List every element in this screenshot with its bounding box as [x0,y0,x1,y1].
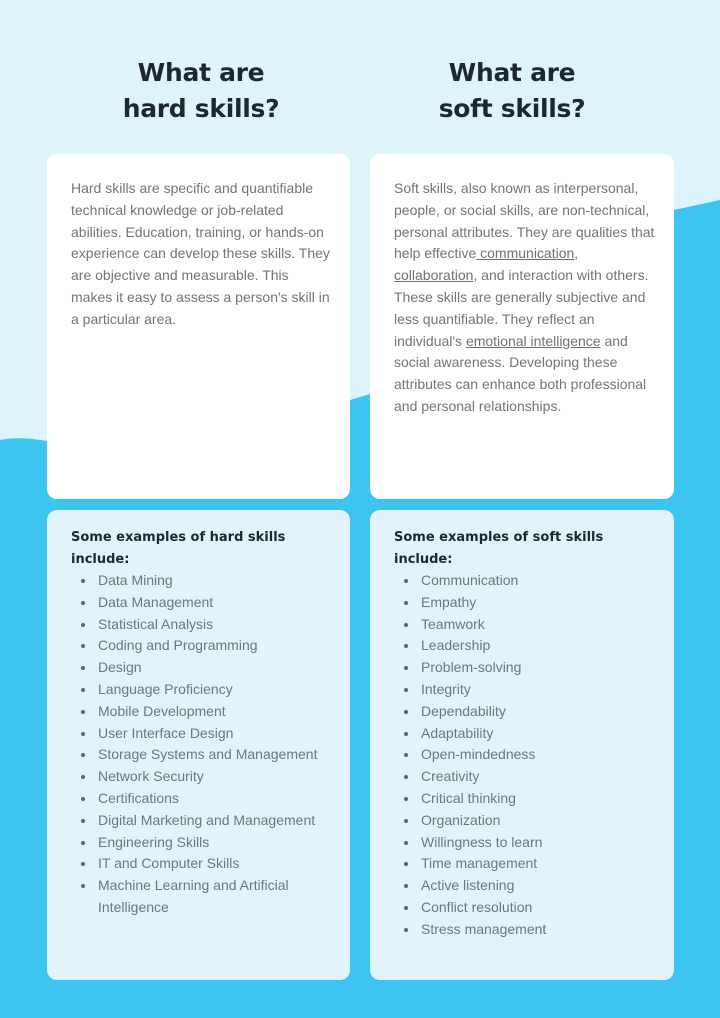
hard-skills-description: Hard skills are specific and quantifiable technical knowledge or job-related abilities. Education, training, or hands-on experience can develop these skills. They are objective and measurable. This makes it easy to assess a person's skill in a particular area. [71,180,330,327]
bullet-icon [81,732,85,736]
soft-desc-text-2: , [574,245,579,262]
soft-heading-line2: soft skills? [438,94,586,123]
bullet-icon [81,688,85,692]
bullet-icon [404,841,408,845]
list-item: Language Proficiency [71,679,332,701]
list-item: Machine Learning and Artificial Intelligence [71,875,332,919]
bullet-icon [404,797,408,801]
list-item: Design [71,657,332,679]
bullet-icon [81,666,85,670]
bullet-icon [81,579,85,583]
bullet-icon [404,732,408,736]
bullet-icon [404,775,408,779]
hard-skills-list-title: Some examples of hard skills include: [71,530,286,567]
soft-desc-text-4: and social awareness. Developing these attributes can enhance both professional and personal relationships. [394,332,647,414]
list-item: Adaptability [394,723,656,745]
list-item: Digital Marketing and Management [71,810,332,832]
hard-skills-list [71,570,332,919]
list-item: Mobile Development [71,701,332,723]
bullet-icon [404,753,408,757]
hard-heading-line1: What are [137,58,265,87]
list-item: Integrity [394,679,656,701]
list-item: Statistical Analysis [71,614,332,636]
hard-skills-description-card [47,154,350,499]
bullet-icon [81,601,85,605]
bullet-icon [81,862,85,866]
bullet-icon [404,906,408,910]
list-item: Teamwork [394,614,656,636]
bullet-icon [404,579,408,583]
soft-skills-examples-card [370,510,674,980]
bullet-icon [404,623,408,627]
bullet-icon [81,797,85,801]
bullet-icon [81,841,85,845]
list-item: Creativity [394,766,656,788]
soft-desc-text-1: Soft skills, also known as interpersonal, people, or social skills, are non-technical, personal attributes. They are qualities that help effective [394,180,655,262]
list-item: Leadership [394,635,656,657]
bullet-icon [404,601,408,605]
hard-skills-heading [41,55,361,127]
list-item: Network Security [71,766,332,788]
bullet-icon [81,884,85,888]
list-item: Critical thinking [394,788,656,810]
bullet-icon [404,884,408,888]
list-item: Organization [394,810,656,832]
bullet-icon [81,819,85,823]
soft-skills-heading [352,55,672,127]
list-item: Dependability [394,701,656,723]
list-item: Open-mindedness [394,744,656,766]
bullet-icon [404,644,408,648]
list-item: Storage Systems and Management [71,744,332,766]
list-item: Willingness to learn [394,832,656,854]
emotional-intelligence-link[interactable]: emotional intelligence [465,332,601,349]
list-item: IT and Computer Skills [71,853,332,875]
list-item: Certifications [71,788,332,810]
bullet-icon [404,819,408,823]
list-item: Conflict resolution [394,897,656,919]
list-item: Problem-solving [394,657,656,679]
bullet-icon [81,710,85,714]
bullet-icon [404,710,408,714]
collaboration-link[interactable]: collaboration [394,267,474,284]
bullet-icon [81,623,85,627]
soft-skills-list [394,570,656,941]
bullet-icon [404,666,408,670]
soft-skills-list-title: Some examples of soft skills include: [394,530,604,567]
bullet-icon [81,753,85,757]
list-item: Active listening [394,875,656,897]
bullet-icon [81,775,85,779]
bullet-icon [81,644,85,648]
list-item: Engineering Skills [71,832,332,854]
list-item: User Interface Design [71,723,332,745]
bullet-icon [404,688,408,692]
bullet-icon [404,928,408,932]
list-item: Time management [394,853,656,875]
hard-heading-line2: hard skills? [122,94,280,123]
soft-skills-description-card [370,154,674,499]
soft-desc-text-3: , and interaction with others. These skills are generally subjective and less quantifiable. They reflect an individual's [394,267,649,349]
list-item: Empathy [394,592,656,614]
list-item: Stress management [394,919,656,941]
list-item: Data Mining [71,570,332,592]
soft-heading-line1: What are [448,58,576,87]
list-item: Data Management [71,592,332,614]
communication-link[interactable]: communication [476,245,575,262]
list-item: Coding and Programming [71,635,332,657]
soft-skills-description [394,178,656,418]
hard-skills-examples-card [47,510,350,980]
bullet-icon [404,862,408,866]
list-item: Communication [394,570,656,592]
